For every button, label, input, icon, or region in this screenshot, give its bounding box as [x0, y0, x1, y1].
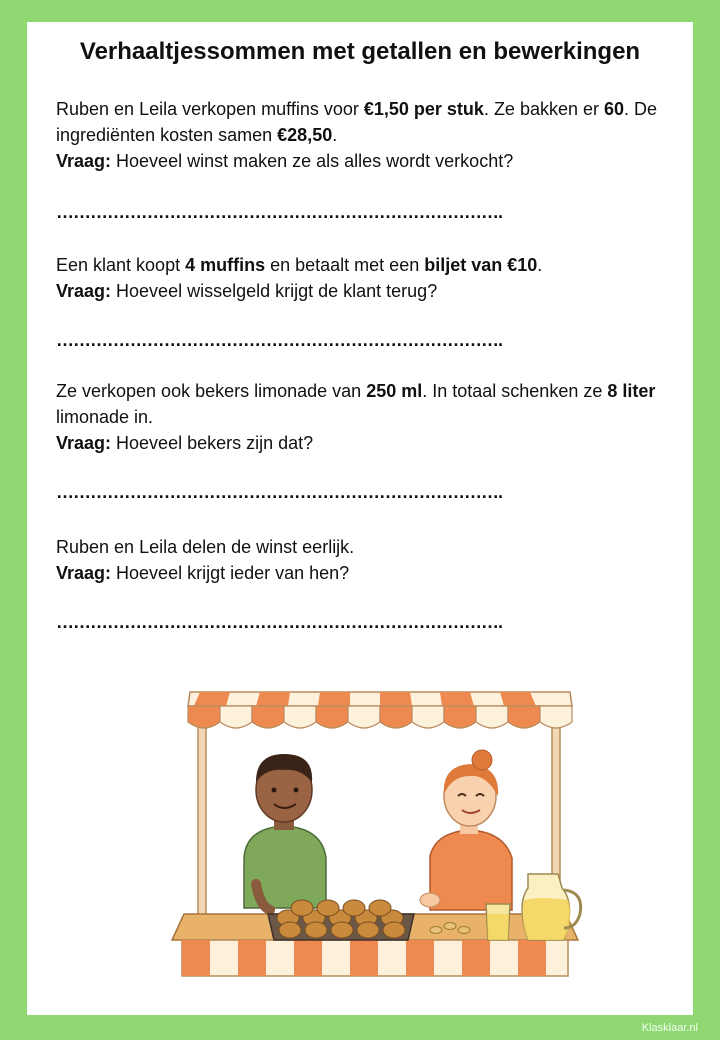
task-1-text: Ruben en Leila verkopen muffins voor €1,50 per stuk. Ze bakken er 60. De ingrediënten kosten samen €28,50.	[56, 99, 658, 145]
footer-brand: Klasklaar.nl	[641, 1022, 698, 1034]
task-3-question: Vraag: Hoeveel bekers zijn dat?	[56, 433, 314, 453]
task-2-text: Een klant koopt 4 muffins en betaalt met een biljet van €10.	[56, 255, 543, 275]
task-1	[56, 96, 666, 174]
awning-valance	[188, 706, 572, 728]
task-3	[56, 378, 666, 456]
market-stall-illustration	[160, 678, 590, 978]
stall-pole-left	[198, 718, 206, 918]
answer-line-4[interactable]: …………………………………………………………………….	[56, 612, 503, 632]
answer-line-1[interactable]: …………………………………………………………………….	[56, 202, 503, 222]
worksheet	[27, 22, 693, 1015]
task-4	[56, 534, 666, 586]
answer-line-2[interactable]: …………………………………………………………………….	[56, 330, 503, 350]
boy-figure	[244, 754, 326, 910]
task-1-question: Vraag: Hoeveel winst maken ze als alles wordt verkocht?	[56, 151, 514, 171]
task-2-question: Vraag: Hoeveel wisselgeld krijgt de klant terug?	[56, 281, 438, 301]
lemonade-glass	[486, 904, 510, 940]
task-2	[56, 252, 666, 304]
girl-figure	[420, 750, 512, 910]
answer-line-3[interactable]: …………………………………………………………………….	[56, 482, 503, 502]
task-3-text: Ze verkopen ook bekers limonade van 250 ml. In totaal schenken ze 8 liter limonade in.	[56, 381, 656, 427]
page-title: Verhaaltjessommen met getallen en bewerkingen	[79, 38, 641, 65]
task-4-text: Ruben en Leila delen de winst eerlijk.	[56, 537, 355, 557]
task-4-question: Vraag: Hoeveel krijgt ieder van hen?	[56, 563, 350, 583]
